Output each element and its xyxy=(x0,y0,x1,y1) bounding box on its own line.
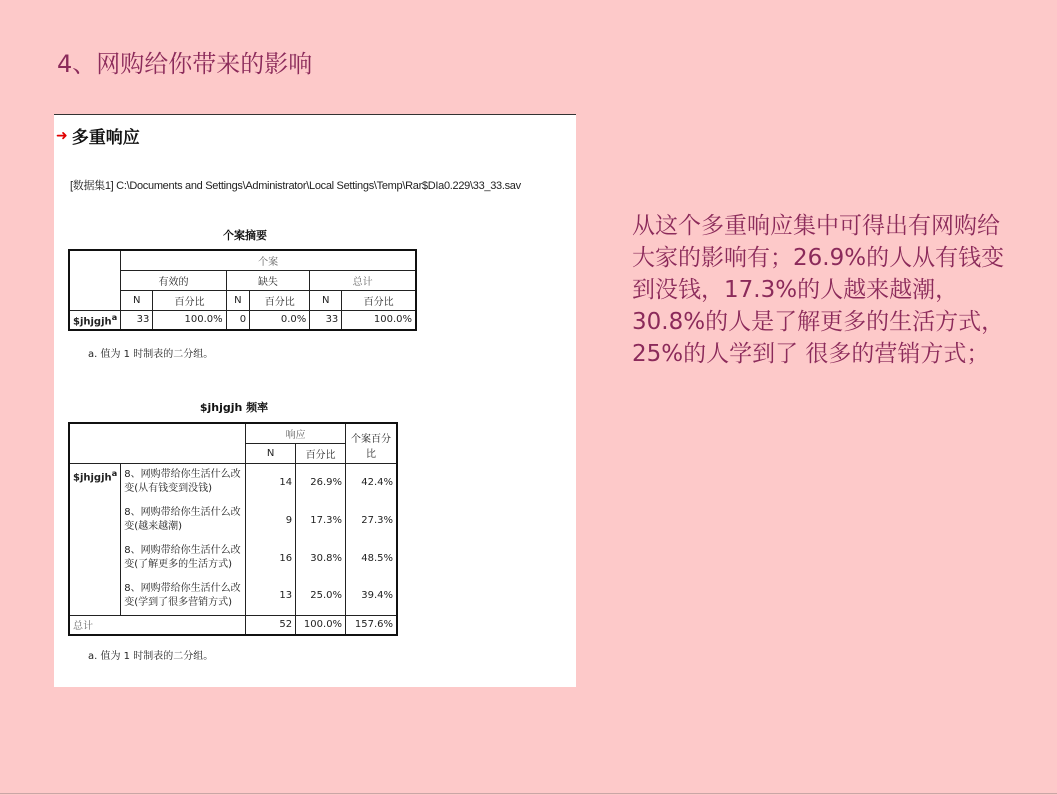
row-group-label: $jhjgjh$^a$ xyxy=(69,463,121,615)
cell: 27.3% xyxy=(346,501,397,539)
table-row-total xyxy=(69,615,397,635)
row-label: 8、网购带给你生活什么改变(从有钱变到没钱) xyxy=(121,463,246,501)
arrow-right-icon: ➜ xyxy=(56,127,68,144)
col-header: N xyxy=(310,290,342,310)
cell: 0.0% xyxy=(250,310,310,330)
cell: 100.0% xyxy=(342,310,416,330)
row-label: $jhjgjh$^a$ xyxy=(69,310,121,330)
col-header: 百分比 xyxy=(153,290,226,310)
col-header: 百分比 xyxy=(342,290,416,310)
footnote: a. 值为 1 时制表的二分组。 xyxy=(88,349,214,360)
cell: 39.4% xyxy=(346,577,397,615)
case-summary-caption: 个案摘要 xyxy=(223,229,267,242)
cell: 42.4% xyxy=(346,463,397,501)
col-header: 百分比 xyxy=(250,290,310,310)
col-header: 百分比 xyxy=(296,443,346,463)
heading-text: 多重响应 xyxy=(71,128,140,148)
total-label: 总计 xyxy=(69,615,246,635)
divider xyxy=(0,793,1057,794)
spss-output-panel xyxy=(54,114,576,687)
table-row xyxy=(69,310,416,330)
cell: 30.8% xyxy=(296,539,346,577)
table-row xyxy=(69,463,397,501)
footnote: a. 值为 1 时制表的二分组。 xyxy=(88,651,214,662)
cell: 9 xyxy=(246,501,296,539)
cell: 33 xyxy=(121,310,153,330)
col-header: N xyxy=(246,443,296,463)
summary-text: 从这个多重响应集中可得出有网购给大家的影响有；26.9%的人从有钱变到没钱，17.3%的人越来越潮，30.8%的人是了解更多的生活方式，25%的人学到了 很多的营销方式； xyxy=(632,213,1005,367)
cell: 17.3% xyxy=(296,501,346,539)
cell: 33 xyxy=(310,310,342,330)
cell: 48.5% xyxy=(346,539,397,577)
cell: 13 xyxy=(246,577,296,615)
sub-header: 有效的 xyxy=(121,270,226,290)
output-heading xyxy=(56,123,140,148)
group-header: 个案 xyxy=(121,250,416,270)
frequency-caption: $jhjgjh 频率 xyxy=(199,401,269,414)
col-header: N xyxy=(121,290,153,310)
table-corner xyxy=(69,250,121,310)
row-label: 8、网购带给你生活什么改变(学到了很多营销方式) xyxy=(121,577,246,615)
cell: 100.0% xyxy=(296,615,346,635)
cell: 16 xyxy=(246,539,296,577)
cell: 157.6% xyxy=(346,615,397,635)
frequency-table xyxy=(68,422,398,636)
case-summary-table xyxy=(68,249,417,331)
dataset-path: [数据集1] C:\Documents and Settings\Administrator\Local Settings\Temp\Rar$DIa0.229\33_33.sav xyxy=(70,180,521,192)
col-header: 个案百分比 xyxy=(346,423,397,463)
cell: 26.9% xyxy=(296,463,346,501)
row-label: 8、网购带给你生活什么改变(越来越潮) xyxy=(121,501,246,539)
slide-title: 4、网购给你带来的影响 xyxy=(57,50,313,78)
cell: 52 xyxy=(246,615,296,635)
sub-header: 总计 xyxy=(310,270,416,290)
col-header: N xyxy=(226,290,250,310)
sub-header: 缺失 xyxy=(226,270,310,290)
row-label: 8、网购带给你生活什么改变(了解更多的生活方式) xyxy=(121,539,246,577)
cell: 14 xyxy=(246,463,296,501)
group-header: 响应 xyxy=(246,423,346,443)
cell: 0 xyxy=(226,310,250,330)
cell: 100.0% xyxy=(153,310,226,330)
table-corner xyxy=(69,423,246,463)
cell: 25.0% xyxy=(296,577,346,615)
